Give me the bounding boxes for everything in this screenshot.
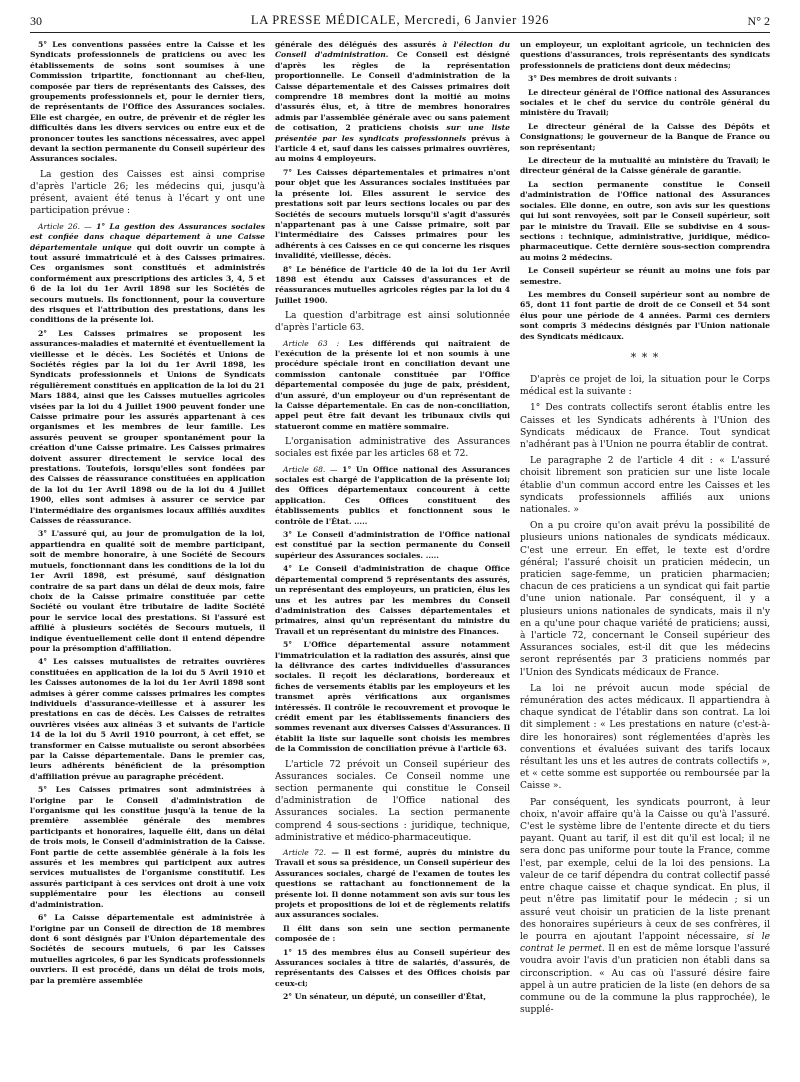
article-ref: Article 63 : bbox=[283, 338, 340, 348]
paragraph: Le Conseil supérieur se réunit au moins une fois par semestre. bbox=[520, 266, 770, 286]
paragraph: 5° Les conventions passées entre la Caisse et les Syndicats professionnels de praticiens ou avec les établissements de soins sont soumises à une Commission tripartite, fonctionnant au chef-lieu, composée par tiers de représentants des Caisses, des groupements professionnels et, pour le dernier tiers, de représentants de l'Office des Assurances sociales. Elle est chargée, en outre, de prévenir et de régler les difficultés dans les divers services ou entre eux et de prononcer toutes les sanctions nécessaires, avec appel devant la section permanente du Conseil supérieur des Assurances sociales. bbox=[30, 40, 265, 164]
paragraph: Le directeur de la mutualité au ministère du Travail; le directeur général de la Caisse générale de garantie. bbox=[520, 156, 770, 176]
text-run-italic: sur une liste présentée par les syndicats professionnels bbox=[275, 123, 510, 143]
paragraph: Le paragraphe 2 de l'article 4 dit : « L'assuré choisit librement son praticien sur une liste locale établie d'un commun accord entre les Caisses et les syndicats professionnels affiliés aux unions nationales. » bbox=[520, 456, 770, 515]
paragraph: 3° Le Conseil d'administration de l'Office national est constitué par la section permanente du Conseil supérieur des Assurances sociales. ..... bbox=[275, 530, 510, 560]
paragraph: La question d'arbitrage est ainsi solutionnée d'après l'article 63. bbox=[275, 311, 510, 334]
paragraph: La gestion des Caisses est ainsi comprise d'après l'article 26; les médecins qui, jusqu'à présent, avaient été tenus à l'écart y ont une participation prévue : bbox=[30, 169, 265, 217]
text-run: générale des délégués des assurés bbox=[275, 40, 437, 49]
journal-title: LA PRESSE MÉDICALE, Mercredi, 6 Janvier 1926 bbox=[250, 13, 550, 27]
paragraph: 1° 15 des membres élus au Conseil supérieur des Assurances sociales à titre de salariés, d'assurés, de représentants des Caisses et des Offices choisis par ceux-ci; bbox=[275, 947, 510, 988]
article-quote bbox=[275, 339, 510, 433]
text-run: Par conséquent, les syndicats pourront, à leur choix, n'avoir affaire qu'à la Caisse ou qu'à l'assuré. C'est le système libre de l'entente directe et du tiers payant. Quant au tarif, il est dit qu'il est local; il ne sera donc pas uniforme pour toute la France, comme l'est, par exemple, celui de la loi des pensions. La valeur de ce tarif dépendra du contrat collectif passé entre chaque caisse et chaque syndicat. En plus, il peut n'être pas limitatif pour le médecin ; si un assuré veut choisir un praticien de la liste prenant des honoraires supérieurs à ceux de ses confrères, il le pourra en ajoutant l'appoint nécessaire, bbox=[520, 797, 770, 942]
text-run: Ce Conseil est désigné d'après les règles de la représentation proportionnelle. Le Conseil d'administration de la Caisse départementale et des Caisses primaires doit comprendre 18 membres dont la moitié au moins d'assurés élus, et, à titre de membres honoraires admis par l'assemblée générale avec ou sans paiement de cotisation, 2 praticiens choisis bbox=[275, 50, 510, 133]
paragraph: 8° Le bénéfice de l'article 40 de la loi du 1er Avril 1898 est étendu aux Caisses d'assurances et de réassurances mutuelles agricoles régies par la loi du 4 Juillet 1900. bbox=[275, 264, 510, 305]
article-ref: Article 72. bbox=[283, 848, 326, 858]
text-run: Il en est de même lorsque l'assuré voudra avoir l'avis d'un praticien non établi dans sa circonscription. « Au cas où l'assuré désire faire appel à un autre praticien de la liste (en dehors de sa commune ou de la commune la plus rapprochée), le supplé- bbox=[520, 944, 770, 1016]
text-run: prévus à l'article 4 et, sauf dans les caisses primaires ouvrières, au moins 4 employeurs. bbox=[275, 133, 510, 164]
paragraph: 1° Des contrats collectifs seront établis entre les Caisses et les Syndicats adhérents à l'Union des Syndicats médicaux de France. Tout syndicat n'adhérant pas à l'Union ne pourra établir de contrat. bbox=[520, 403, 770, 450]
quote-text: — Il est formé, auprès du ministre du Travail et sous sa présidence, un Conseil supérieur des Assurances sociales, chargé de l'examen de toutes les questions se rattachant au fonctionnement de la présente loi. Il donne notamment son avis sur tous les projets et propositions de loi et de règlements relatifs aux assurances sociales. bbox=[275, 848, 510, 920]
paragraph: 4° Les caisses mutualistes de retraites ouvrières constituées en application de la loi du 5 Avril 1910 et les Caisses autonomes de la loi du 1er Avril 1898 sont admises à gérer comme caisses primaires les comptes individuels d'assurance-vieillesse et à assurer les prestations en cas de décès. Les Caisses de retraites ouvrières visées aux alinéas 3 et suivants de l'article 14 de la loi du 5 Avril 1910 pourront, à cet effet, se transformer en Caisse mutualiste ou seront absorbées par la Caisse départementale. Dans le premier cas, leurs adhérents bénéficient de la présomption d'affiliation prévue au paragraphe précédent. bbox=[30, 657, 265, 781]
paragraph: 2° Les Caisses primaires se proposent les assurances-maladies et maternité et éventuellement la vieillesse et le décès. Les Sociétés et Unions de Sociétés régies par la loi du 1er Avril 1898, les Syndicats professionnels et Unions de Syndicats régulièrement constitués en application de la loi du 21 Mars 1884, ainsi que les Caisses mutuelles agricoles visées par la loi du 4 Juillet 1900 peuvent fonder une Caisse primaire pour les assurés appartenant à ces organismes et les membres de leur famille. Les assurés peuvent se grouper spontanément pour la création d'une Caisse primaire. Les Caisses primaires doivent assurer directement le service local des prestations. Toutefois, lorsqu'elles sont fondées par des Caisses de réassurance constituées en application de la loi du 1er Avril 1898 ou de la loi du 4 Juillet 1900, elles sont admises à assurer ce service par l'intermédiaire des organismes locaux affiliés auxdites Caisses de réassurance. bbox=[30, 328, 265, 526]
paragraph: 2° Un sénateur, un député, un conseiller d'État, bbox=[283, 992, 487, 1002]
paragraph: L'organisation administrative des Assurances sociales est fixée par les articles 68 et 72. bbox=[275, 437, 510, 460]
paragraph: 6° La Caisse départementale est administrée à l'origine par un Conseil de direction de 18 membres dont 6 sont désignés par l'Union départementale des Sociétés de secours mutuels, 6 par les Caisses mutuelles agricoles, 6 par les Syndicats professionnels ouvriers. Il est procédé, dans un délai de trois mois, par la première assemblée bbox=[30, 913, 265, 985]
text-run-italic: à l'élection du Conseil d'administration. bbox=[275, 40, 510, 60]
paragraph: 5° Les Caisses primaires sont administrées à l'origine par le Conseil d'administration de l'organisme qui les constitue jusqu'à la tenue de la première assemblée générale des membres participants et honoraires, laquelle élit, dans un délai de trois mois, le Conseil d'administration de la Caisse. Font partie de cette assemblée générale à la fois les assurés et les membres qui participent aux autres services mutualistes de l'organisme constitutif. Les assurés participant à ces services ont droit à une voix supplémentaire pour les élections au conseil d'administration. bbox=[30, 785, 265, 909]
paragraph: Le directeur général de l'Office national des Assurances sociales et le chef du service du contrôle général du ministère du Travail; bbox=[520, 87, 770, 118]
quote-text: 1° Un Office national des Assurances sociales est chargé de l'application de la présente loi; des Offices départementaux concourent à cette application. Ces Offices constituent des établissements publics et fonctionnent sous le contrôle de l'État. ..... bbox=[275, 464, 510, 526]
article-ref: Article 68. — bbox=[283, 464, 338, 474]
article-body bbox=[30, 40, 770, 1074]
paragraph: un employeur, un exploitant agricole, un technicien des questions d'assurances, trois représentants des syndicats professionnels de praticiens dont deux médecins; bbox=[520, 40, 770, 70]
column-1 bbox=[30, 40, 265, 1074]
paragraph: La loi ne prévoit aucun mode spécial de rémunération des actes médicaux. Il appartiendra à chaque syndicat de l'établir dans son contrat. La loi dit simplement : « Les prestations en nature (c'est-à-dire les honoraires) sont réglementées d'après les conventions et évaluées suivant des tarifs locaux résultant les uns et les autres de contrats collectifs », et « cette somme est supportée ou remboursée par la Caisse ». bbox=[520, 683, 770, 792]
paragraph: 3° Des membres de droit suivants : bbox=[528, 74, 677, 84]
running-header bbox=[30, 8, 770, 33]
text-run-italic: si le contrat le permet. bbox=[520, 931, 770, 955]
quote-lead: 1° La gestion des Assurances sociales est confiée dans chaque département à une Caisse départementale unique bbox=[30, 221, 265, 252]
paragraph: L'article 72 prévoit un Conseil supérieur des Assurances sociales. Ce Conseil nomme une section permanente qui constitue le Conseil d'administration de l'Office national des Assurances sociales. La section permanente comprend 4 sous-sections : juridique, technique, administrative et médico-pharmaceutique. bbox=[275, 759, 510, 843]
article-ref: Article 26. — bbox=[38, 221, 92, 231]
issue-number: N° 2 bbox=[747, 14, 770, 28]
quote-text: Les différends qui naîtraient de l'exécution de la présente loi et non soumis à une procédure spéciale iront en conciliation devant une commission cantonale constituée par l'Office départemental composée du juge de paix, président, d'un assuré, d'un employeur ou d'un représentant de la Caisse départementale. En cas de non-conciliation, appel peut être fait devant les tribunaux civils qui statueront comme en matière sommaire. bbox=[275, 338, 510, 431]
article-quote bbox=[275, 848, 510, 921]
quote-text: qui doit ouvrir un compte à tout assuré immatriculé et à des Caisses primaires. Ces organismes sont constitués et administrés conformément aux prescriptions des articles 3, 4, 5 et 6 de la loi du 1er Avril 1898 sur les Sociétés de secours mutuels. Ils fonctionnent, pour la couverture des risques et l'attribution des prestations, dans les conditions de la présente loi. bbox=[30, 242, 265, 325]
article-quote bbox=[30, 222, 265, 326]
paragraph: Le directeur général de la Caisse des Dépôts et Consignations; le gouverneur de la Banque de France ou son représentant; bbox=[520, 121, 770, 152]
paragraph: 7° Les Caisses départementales et primaires n'ont pour objet que les Assurances sociales instituées par la présente loi. Elles assurent le service des prestations soit par leurs sections locales ou par des Sociétés de secours mutuels lorsqu'il s'agit d'assurés n'appartenant pas à une Caisse primaire, soit par l'intermédiaire des Caisses primaires pour les adhérents à ces Caisses en ce qui concerne les risques invalidité, vieillesse, décès. bbox=[275, 167, 510, 261]
paragraph: D'après ce projet de loi, la situation pour le Corps médical est la suivante : bbox=[520, 374, 770, 398]
column-3 bbox=[520, 40, 770, 1074]
paragraph: La section permanente constitue le Conseil d'administration de l'Office national des Assurances sociales. Elle donne, en outre, son avis sur les questions qui lui sont renvoyées, soit par le Conseil supérieur, soit par le ministre du Travail. Elle se subdivise en 4 sous-sections : technique, administrative, juridique, médico-pharmaceutique. Cette dernière sous-section comprendra au moins 2 médecins. bbox=[520, 179, 770, 262]
paragraph bbox=[275, 40, 510, 165]
paragraph: Les membres du Conseil supérieur sont au nombre de 65, dont 11 font partie de droit de ce Conseil et 54 sont élus pour une période de 4 années. Parmi ces derniers sont compris 3 médecins désignés par l'Union nationale des Syndicats médicaux. bbox=[520, 289, 770, 341]
paragraph: On a pu croire qu'on avait prévu la possibilité de plusieurs unions nationales de syndicats médicaux. C'est une erreur. En effet, le texte est d'ordre général; l'assuré choisit un praticien médecin, un praticien sage-femme, un praticien pharmacien; chacun de ces praticiens a un syndicat qui fait partie d'une union nationale. Par conséquent, il y a plusieurs unions nationales de syndicats, mais il n'y en a qu'une pour chaque variété de praticiens; aussi, à l'article 72, concernant le Conseil supérieur des Assurances sociales, est-il dit que les médecins seront représentés par 3 praticiens nommés par l'Union des Syndicats médicaux de France. bbox=[520, 521, 770, 678]
paragraph: 4° Le Conseil d'administration de chaque Office départemental comprend 5 représentants des assurés, un représentant des employeurs, un praticien, élus les uns et les autres par les membres du Conseil d'administration des Caisses départementales et primaires, ainsi qu'un représentant du ministre du Travail et un représentant du ministre des Finances. bbox=[275, 564, 510, 636]
paragraph: 5° L'Office départemental assure notamment l'immatriculation et la radiation des assurés, ainsi que la délivrance des cartes individuelles d'assurances sociales. Il reçoit les déclarations, bordereaux et fiches de versements établis par les employeurs et les transmet après vérifications aux organismes intéressés. Il contrôle le recouvrement et provoque le crédit ement par les établissements financiers des sommes revenant aux diverses Caisses d'Assurances. Il établit la liste sur laquelle sont choisis les membres de la Commission de conciliation prévue à l'article 63. bbox=[275, 640, 510, 754]
section-divider-asterism: * * * bbox=[630, 350, 660, 364]
column-2 bbox=[275, 40, 510, 1074]
paragraph bbox=[520, 797, 770, 1017]
article-quote bbox=[275, 465, 510, 527]
page-number: 30 bbox=[30, 14, 42, 28]
paragraph: 3° L'assuré qui, au jour de promulgation de la loi, appartiendra en qualité soit de membre participant, soit de membre honoraire, à une Société de Secours mutuels, fonctionnant dans les conditions de la loi du 1er Avril 1898, est présumé, sauf désignation contraire de sa part dans un délai de deux mois, faire choix de la Caisse primaire constituée par cette Société ou voulant être tributaire de ladite Société pour le service local des prestations. Si l'assuré est affilié à plusieurs sociétés de Secours mutuels, il indique éventuellement celle dont il entend dépendre pour la présomption d'affiliation. bbox=[30, 529, 265, 653]
paragraph: Il élit dans son sein une section permanente composée de : bbox=[275, 923, 510, 944]
